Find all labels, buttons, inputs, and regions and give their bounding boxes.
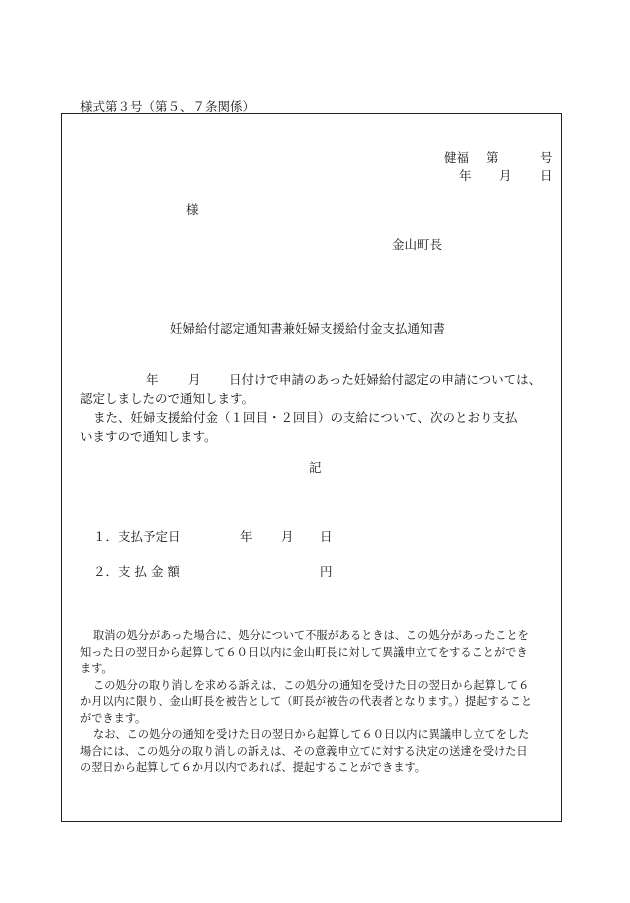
notice-p3-line3: の翌日から起算して６か月以内であれば、提起することができます。 bbox=[80, 761, 426, 774]
notice-p2-line2: か月以内に限り、金山町長を被告として（町長が被告の代表者となります。）提起すること bbox=[80, 695, 533, 708]
notice-p1-line3: ます。 bbox=[80, 662, 113, 675]
doc-number-dai: 第 bbox=[486, 150, 499, 165]
body-para2-line2: いますので通知します。 bbox=[80, 429, 217, 444]
payment-amount-unit: 円 bbox=[320, 564, 333, 579]
payment-date-label: １．支払予定日 bbox=[93, 529, 181, 544]
notice-p2-line1: この処分の取り消しを求める訴えは、この処分の通知を受けた日の翌日から起算して６ bbox=[93, 678, 530, 692]
body-para2-line1: また、妊婦支援給付金（１回目・２回目）の支給について、次のとおり支払 bbox=[93, 410, 518, 425]
header-date-year: 年 bbox=[459, 168, 472, 183]
body-date-year: 年 bbox=[146, 372, 159, 387]
document-title: 妊婦給付認定通知書兼妊婦支援給付金支払通知書 bbox=[170, 321, 446, 336]
payment-date-month: 月 bbox=[281, 529, 294, 544]
body-date-month: 月 bbox=[188, 372, 201, 387]
notice-p2-line3: ができます。 bbox=[80, 711, 147, 725]
notice-p3-line2: 場合には、この処分の取り消しの訴えは、その意義申立てに対する決定の送達を受けた日 bbox=[80, 744, 528, 758]
notice-p1-line1: 取消の処分があった場合に、処分について不服があるときは、この処分があったことを bbox=[93, 629, 529, 642]
doc-number-go: 号 bbox=[540, 150, 553, 165]
header-date-month: 月 bbox=[499, 168, 512, 183]
appeal-notice bbox=[80, 628, 532, 777]
payment-amount-label: ２．支 払 金 額 bbox=[93, 564, 180, 579]
notice-p3-line1: なお、この処分の通知を受けた日の翌日から起算して６０日以内に異議申し立てをした bbox=[93, 728, 530, 741]
payment-date-day: 日 bbox=[320, 529, 333, 544]
body-para1-line1: 日付けで申請のあった妊婦給付認定の申請については、 bbox=[229, 372, 542, 387]
ki-marker: 記 bbox=[309, 460, 322, 475]
body-para1-line2: 認定しましたので通知します。 bbox=[80, 391, 255, 406]
doc-number-prefix: 健福 bbox=[444, 150, 470, 165]
issuer-name: 金山町長 bbox=[392, 237, 443, 252]
payment-date-year: 年 bbox=[240, 529, 253, 544]
header-date-day: 日 bbox=[540, 168, 553, 183]
notice-p1-line2: 知った日の翌日から起算して６０日以内に金山町長に対して異議申立てをすることができ bbox=[80, 645, 528, 659]
recipient-honorific: 様 bbox=[186, 202, 199, 217]
form-label: 様式第３号（第５、７条関係） bbox=[80, 99, 256, 114]
